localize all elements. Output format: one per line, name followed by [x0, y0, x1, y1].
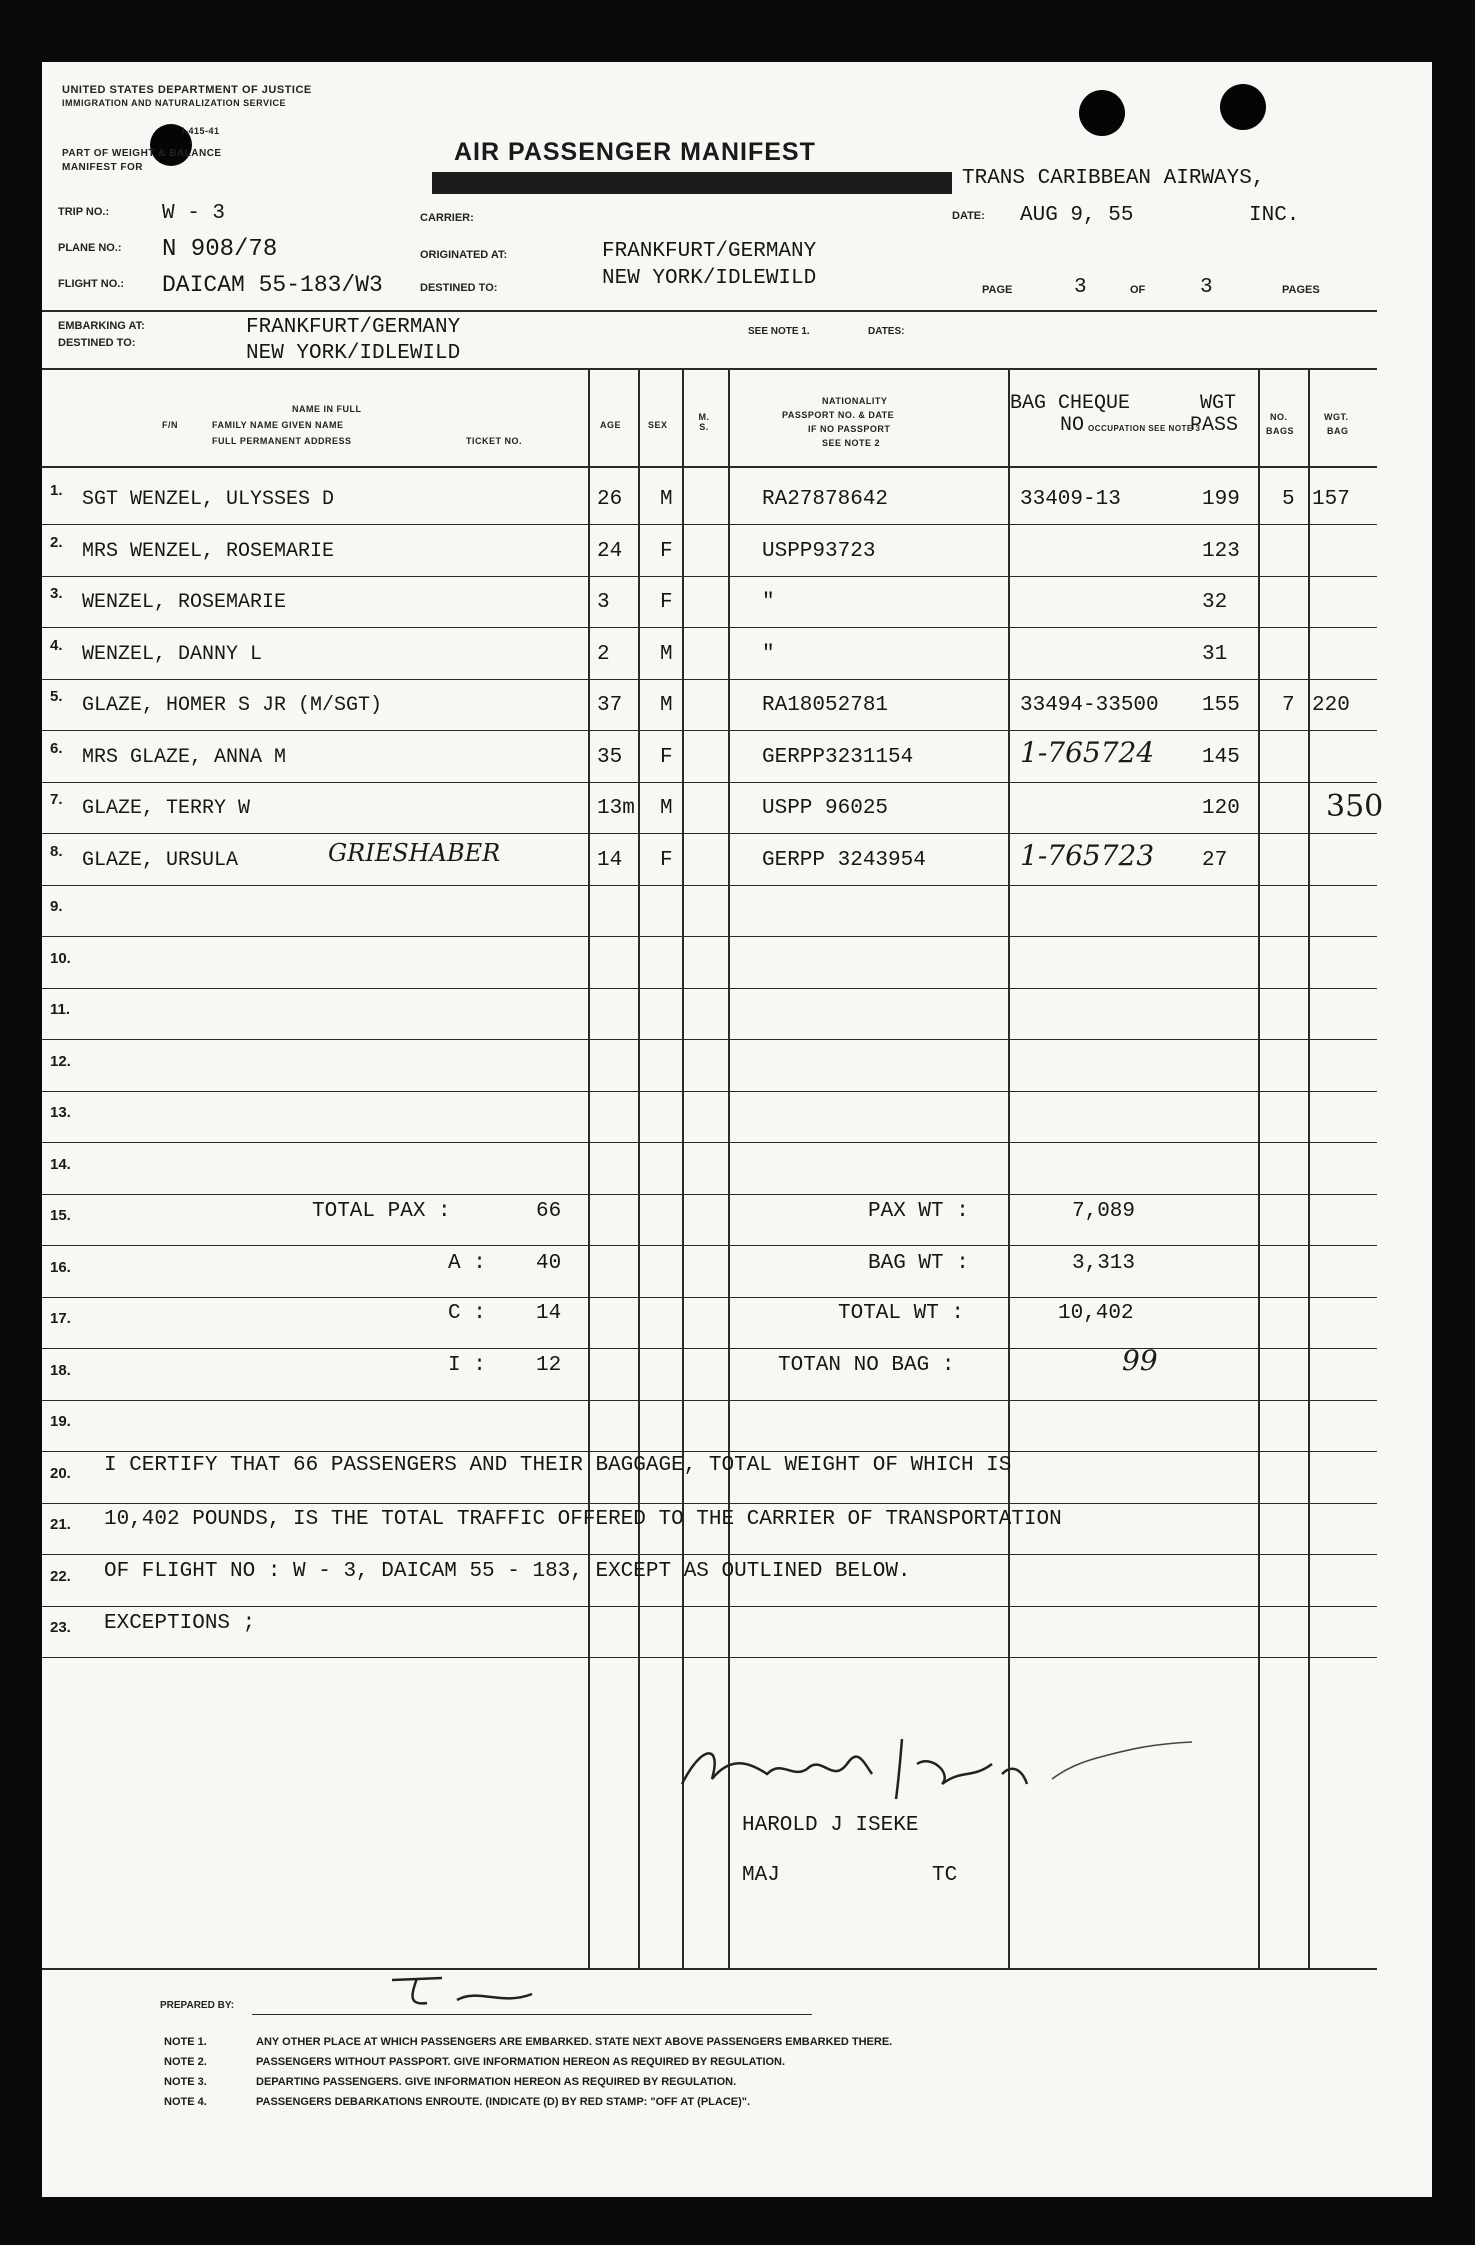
- col-name-3: FULL PERMANENT ADDRESS: [212, 436, 352, 446]
- passenger-name: WENZEL, ROSEMARIE: [82, 591, 287, 614]
- passenger-sex: M: [660, 488, 673, 511]
- pax-wt-label: PAX WT :: [868, 1200, 969, 1223]
- total-wt-value: 10,402: [1058, 1302, 1134, 1325]
- passenger-sex: M: [660, 643, 673, 666]
- originated-value: FRANKFURT/GERMANY: [602, 240, 817, 263]
- row-rule: [42, 782, 1377, 783]
- see-note-label: SEE NOTE 1.: [748, 326, 810, 337]
- note-1: NOTE 1. ANY OTHER PLACE AT WHICH PASSENGERS ARE EMBARKED. STATE NEXT ABOVE PASSENGERS EMBARKED THERE.: [164, 2036, 893, 2048]
- row-rule: [42, 988, 1377, 989]
- row-number: 5.: [50, 688, 63, 705]
- col-wgtbag-2: BAG: [1327, 426, 1349, 436]
- row-number: 9.: [50, 898, 63, 915]
- date-value: AUG 9, 55: [1020, 204, 1134, 227]
- bag-wt-label: BAG WT :: [868, 1252, 969, 1275]
- a-label: A :: [448, 1252, 486, 1275]
- certify-line-2: 10,402 POUNDS, IS THE TOTAL TRAFFIC OFFERED TO THE CARRIER OF TRANSPORTATION: [104, 1508, 1062, 1531]
- row-number: 1.: [50, 482, 63, 499]
- manifest-sheet: [42, 62, 1432, 2197]
- destined-to-label: DESTINED TO:: [420, 282, 498, 294]
- passenger-passport: ": [762, 643, 775, 666]
- pages-label: PAGES: [1282, 284, 1320, 296]
- row-rule: [42, 885, 1377, 886]
- passenger-weight: 32: [1202, 591, 1228, 614]
- col-bag-cheque: BAG CHEQUE: [1010, 392, 1131, 415]
- row-rule: [42, 1554, 1377, 1555]
- form-number: I-415-41: [182, 126, 220, 136]
- row-number: 21.: [50, 1516, 71, 1533]
- trip-no-label: TRIP NO.:: [58, 206, 110, 218]
- row-number: 11.: [50, 1001, 71, 1018]
- col-divider: [1258, 368, 1260, 1968]
- col-wgtbag-1: WGT.: [1324, 412, 1349, 422]
- passenger-name: GLAZE, URSULA: [82, 849, 239, 872]
- originated-label: ORIGINATED AT:: [420, 249, 508, 261]
- total-pax-label: TOTAL PAX :: [312, 1200, 451, 1223]
- col-age: AGE: [600, 420, 622, 430]
- bag-cheque-no: 1-765723: [1020, 839, 1155, 872]
- row-rule: [42, 1606, 1377, 1607]
- redaction-bar: [432, 172, 952, 194]
- passenger-passport: ": [762, 591, 775, 614]
- row-number: 6.: [50, 740, 63, 757]
- row-number: 8.: [50, 843, 63, 860]
- col-divider: [638, 368, 640, 1968]
- rule-line: [42, 1968, 1377, 1970]
- of-label: OF: [1130, 284, 1146, 296]
- flight-no-label: FLIGHT NO.:: [58, 278, 124, 290]
- row-number: 12.: [50, 1053, 71, 1070]
- passenger-passport: GERPP3231154: [762, 746, 914, 769]
- row-number: 7.: [50, 791, 63, 808]
- row-number: 2.: [50, 534, 63, 551]
- total-no-bag-value: 99: [1122, 1344, 1158, 1377]
- passenger-age: 35: [597, 746, 623, 769]
- agency-line-1: UNITED STATES DEPARTMENT OF JUSTICE: [62, 84, 312, 96]
- row-rule: [42, 627, 1377, 628]
- col-pass: PASS: [1190, 414, 1239, 437]
- row-rule: [42, 1400, 1377, 1401]
- col-ticket: TICKET NO.: [466, 436, 522, 446]
- row-number: 19.: [50, 1413, 71, 1430]
- row-number: 3.: [50, 585, 63, 602]
- signer-branch: TC: [932, 1864, 958, 1887]
- agency-line-4: PART OF WEIGHT & BALANCE: [62, 148, 222, 159]
- passenger-weight: 27: [1202, 849, 1228, 872]
- plane-no-value: N 908/78: [162, 236, 278, 263]
- page-title: AIR PASSENGER MANIFEST: [454, 138, 816, 166]
- total-no-bag-label: TOTAN NO BAG :: [778, 1354, 955, 1377]
- note-2: NOTE 2. PASSENGERS WITHOUT PASSPORT. GIVE INFORMATION HEREON AS REQUIRED BY REGULATION.: [164, 2056, 786, 2068]
- certify-line-1: I CERTIFY THAT 66 PASSENGERS AND THEIR BAGGAGE, TOTAL WEIGHT OF WHICH IS: [104, 1454, 1012, 1477]
- row-rule: [42, 1348, 1377, 1349]
- signer-rank: MAJ: [742, 1864, 780, 1887]
- bag-cheque-no: 1-765724: [1020, 736, 1155, 769]
- col-fn: F/N: [162, 420, 178, 430]
- bag-wt-value: 3,313: [1072, 1252, 1136, 1275]
- prepared-by-signature: [382, 1968, 542, 2018]
- row-rule: [42, 730, 1377, 731]
- passenger-age: 24: [597, 540, 623, 563]
- row-rule: [42, 1194, 1377, 1195]
- signer-name: HAROLD J ISEKE: [742, 1814, 919, 1837]
- row-number: 17.: [50, 1310, 71, 1327]
- col-nat-2: PASSPORT NO. & DATE: [782, 410, 895, 420]
- passenger-age: 13m: [597, 797, 635, 820]
- date-label: DATE:: [952, 210, 985, 222]
- handwritten-surname: GRIESHABER: [328, 839, 501, 867]
- punch-hole-right-1: [1079, 90, 1125, 136]
- passenger-name: MRS GLAZE, ANNA M: [82, 746, 287, 769]
- punch-hole-right-2: [1220, 84, 1266, 130]
- passenger-sex: F: [660, 591, 673, 614]
- col-nat-3: IF NO PASSPORT: [808, 424, 891, 434]
- passenger-age: 26: [597, 488, 623, 511]
- row-rule: [42, 1657, 1377, 1658]
- passenger-passport: RA27878642: [762, 488, 889, 511]
- embarking-value: FRANKFURT/GERMANY: [246, 316, 461, 339]
- carrier-name: TRANS CARIBBEAN AIRWAYS,: [962, 167, 1265, 190]
- passenger-name: GLAZE, HOMER S JR (M/SGT): [82, 694, 383, 717]
- passenger-sex: M: [660, 694, 673, 717]
- pages-value: 3: [1200, 276, 1213, 299]
- col-ms: M. S.: [698, 412, 710, 432]
- bag-cheque-no: 33494-33500: [1020, 694, 1159, 717]
- row-rule: [42, 1503, 1377, 1504]
- passenger-name: GLAZE, TERRY W: [82, 797, 251, 820]
- passenger-weight: 123: [1202, 540, 1240, 563]
- note-4: NOTE 4. PASSENGERS DEBARKATIONS ENROUTE. (INDICATE (D) BY RED STAMP: "OFF AT (PLACE)".: [164, 2096, 751, 2108]
- col-divider: [1308, 368, 1310, 1968]
- flight-no-value: DAICAM 55-183/W3: [162, 272, 383, 298]
- row-number: 15.: [50, 1207, 71, 1224]
- col-nobags-2: BAGS: [1266, 426, 1295, 436]
- col-bag-no: NO: [1060, 414, 1085, 437]
- row-rule: [42, 1039, 1377, 1040]
- bag-weight: 157: [1312, 488, 1350, 511]
- prepared-by-label: PREPARED BY:: [160, 2000, 235, 2011]
- no-of-bags: 7: [1282, 694, 1295, 717]
- row-rule: [42, 1297, 1377, 1298]
- row-number: 20.: [50, 1465, 71, 1482]
- passenger-name: SGT WENZEL, ULYSSES D: [82, 488, 335, 511]
- passenger-name: MRS WENZEL, ROSEMARIE: [82, 540, 335, 563]
- a-value: 40: [536, 1252, 562, 1275]
- dates-label: DATES:: [868, 326, 905, 337]
- certify-line-3: OF FLIGHT NO : W - 3, DAICAM 55 - 183, EXCEPT AS OUTLINED BELOW.: [104, 1560, 911, 1583]
- destined-value: NEW YORK/IDLEWILD: [246, 342, 461, 365]
- row-number: 4.: [50, 637, 63, 654]
- destination-value: NEW YORK/IDLEWILD: [602, 267, 817, 290]
- no-of-bags: 5: [1282, 488, 1295, 511]
- note-3: NOTE 3. DEPARTING PASSENGERS. GIVE INFORMATION HEREON AS REQUIRED BY REGULATION.: [164, 2076, 737, 2088]
- col-occupation: OCCUPATION SEE NOTE 3: [1088, 424, 1201, 433]
- passenger-weight: 120: [1202, 797, 1240, 820]
- passenger-age: 37: [597, 694, 623, 717]
- exceptions-label: EXCEPTIONS ;: [104, 1612, 256, 1635]
- passenger-sex: F: [660, 746, 673, 769]
- passenger-passport: RA18052781: [762, 694, 889, 717]
- rule-line: [42, 466, 1377, 468]
- total-wt-label: TOTAL WT :: [838, 1302, 965, 1325]
- col-name-1: NAME IN FULL: [292, 404, 362, 414]
- carrier-suffix: INC.: [1249, 204, 1300, 227]
- rule-line: [42, 368, 1377, 370]
- row-rule: [42, 833, 1377, 834]
- pax-wt-value: 7,089: [1072, 1200, 1136, 1223]
- passenger-age: 2: [597, 643, 610, 666]
- plane-no-label: PLANE NO.:: [58, 242, 122, 254]
- passenger-weight: 145: [1202, 746, 1240, 769]
- row-rule: [42, 1091, 1377, 1092]
- i-label: I :: [448, 1354, 486, 1377]
- bag-weight: 220: [1312, 694, 1350, 717]
- passenger-age: 3: [597, 591, 610, 614]
- passenger-name: WENZEL, DANNY L: [82, 643, 263, 666]
- agency-line-2: IMMIGRATION AND NATURALIZATION SERVICE: [62, 98, 286, 108]
- row-number: 10.: [50, 950, 71, 967]
- col-divider: [588, 368, 590, 1968]
- passenger-sex: F: [660, 849, 673, 872]
- passenger-sex: F: [660, 540, 673, 563]
- col-nat-1: NATIONALITY: [822, 396, 888, 406]
- row-number: 14.: [50, 1156, 71, 1173]
- col-sex: SEX: [648, 420, 668, 430]
- total-pax-value: 66: [536, 1200, 562, 1223]
- page-value: 3: [1074, 276, 1087, 299]
- c-label: C :: [448, 1302, 486, 1325]
- bag-weight: 350: [1326, 789, 1384, 824]
- row-number: 13.: [50, 1104, 71, 1121]
- col-name-2: FAMILY NAME GIVEN NAME: [212, 420, 344, 430]
- carrier-label: CARRIER:: [420, 212, 474, 224]
- col-nobags-1: NO.: [1270, 412, 1288, 422]
- i-value: 12: [536, 1354, 562, 1377]
- row-rule: [42, 576, 1377, 577]
- row-rule: [42, 524, 1377, 525]
- row-rule: [42, 1451, 1377, 1452]
- col-nat-4: SEE NOTE 2: [822, 438, 881, 448]
- row-rule: [42, 679, 1377, 680]
- passenger-passport: USPP 96025: [762, 797, 889, 820]
- row-number: 23.: [50, 1619, 71, 1636]
- row-rule: [42, 1142, 1377, 1143]
- row-number: 22.: [50, 1568, 71, 1585]
- passenger-passport: GERPP 3243954: [762, 849, 926, 872]
- trip-no-value: W - 3: [162, 202, 226, 225]
- c-value: 14: [536, 1302, 562, 1325]
- row-rule: [42, 1245, 1377, 1246]
- passenger-passport: USPP93723: [762, 540, 876, 563]
- row-number: 16.: [50, 1259, 71, 1276]
- col-wgt: WGT: [1200, 392, 1237, 415]
- signature-graphic: [672, 1724, 1232, 1814]
- passenger-age: 14: [597, 849, 623, 872]
- row-number: 18.: [50, 1362, 71, 1379]
- agency-line-5: MANIFEST FOR: [62, 162, 143, 173]
- row-rule: [42, 936, 1377, 937]
- bag-cheque-no: 33409-13: [1020, 488, 1121, 511]
- passenger-weight: 31: [1202, 643, 1228, 666]
- destined-label: DESTINED TO:: [58, 337, 136, 349]
- passenger-weight: 199: [1202, 488, 1240, 511]
- page-label: PAGE: [982, 284, 1013, 296]
- rule-line: [42, 310, 1377, 312]
- passenger-weight: 155: [1202, 694, 1240, 717]
- notes-block: [164, 2036, 892, 2116]
- embarking-label: EMBARKING AT:: [58, 320, 145, 332]
- passenger-sex: M: [660, 797, 673, 820]
